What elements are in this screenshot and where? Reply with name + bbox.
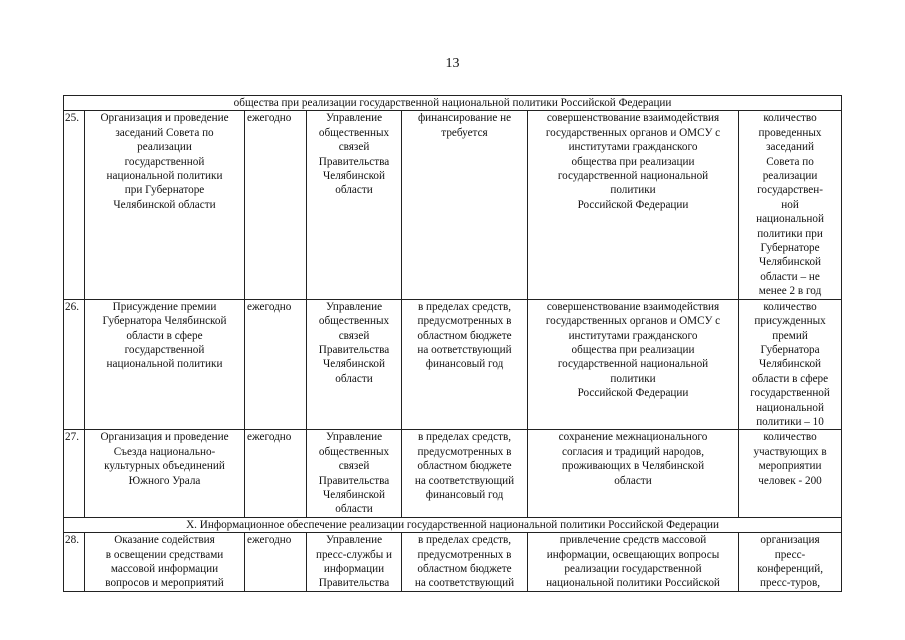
header-continuation: общества при реализации государственной национальной политики Российской Федерации [64, 96, 842, 111]
result-cell: совершенствование взаимодействия государственных органов и ОМСУ с институтами гражданского общества при реализации государственной национальной политики Российской Федерации [528, 299, 739, 430]
indicator-cell: организация пресс- конференций, пресс-туров, [739, 533, 842, 592]
table-row [64, 111, 842, 299]
measures-table [63, 95, 842, 592]
responsible-cell: Управление общественных связей Правительства Челябинской области [307, 299, 402, 430]
indicator-cell: количество проведенных заседаний Совета по реализации государствен- ной национальной политики при Губернаторе Челябинской области – не менее 2 в год [739, 111, 842, 299]
period-cell: ежегодно [245, 299, 307, 430]
event-cell: Присуждение премии Губернатора Челябинской области в сфере государственной национальной политики [85, 299, 245, 430]
result-cell: совершенствование взаимодействия государственных органов и ОМСУ с институтами гражданского общества при реализации государственной национальной политики Российской Федерации [528, 111, 739, 299]
financing-cell: в пределах средств, предусмотренных в областном бюджете на оответствующий финансовый год [402, 299, 528, 430]
result-cell: привлечение средств массовой информации, освещающих вопросы реализации государственной национальной политики Российской [528, 533, 739, 592]
indicator-cell: количество присужденных премий Губернатора Челябинской области в сфере государственной национальной политики – 10 [739, 299, 842, 430]
table-row [64, 299, 842, 430]
row-number: 27. [64, 430, 85, 517]
period-cell: ежегодно [245, 533, 307, 592]
responsible-cell: Управление общественных связей Правительства Челябинской области [307, 430, 402, 517]
section-header-row [64, 517, 842, 532]
event-cell: Организация и проведение заседаний Совета по реализации государственной национальной политики при Губернаторе Челябинской области [85, 111, 245, 299]
event-cell: Организация и проведение Съезда национально- культурных объединений Южного Урала [85, 430, 245, 517]
page-number: 13 [445, 56, 460, 71]
table-row [64, 533, 842, 592]
header-continuation-row [64, 96, 842, 111]
financing-cell: финансирование не требуется [402, 111, 528, 299]
row-number: 25. [64, 111, 85, 299]
section-x-title: X. Информационное обеспечение реализации государственной национальной политики Российской Федерации [64, 517, 842, 532]
period-cell: ежегодно [245, 111, 307, 299]
financing-cell: в пределах средств, предусмотренных в областном бюджете на соответствующий [402, 533, 528, 592]
financing-cell: в пределах средств, предусмотренных в областном бюджете на соответствующий финансовый год [402, 430, 528, 517]
row-number: 26. [64, 299, 85, 430]
table-row [64, 430, 842, 517]
indicator-cell: количество участвующих в мероприятии человек - 200 [739, 430, 842, 517]
responsible-cell: Управление общественных связей Правительства Челябинской области [307, 111, 402, 299]
responsible-cell: Управление пресс-службы и информации Правительства [307, 533, 402, 592]
period-cell: ежегодно [245, 430, 307, 517]
row-number: 28. [64, 533, 85, 592]
event-cell: Оказание содействия в освещении средствами массовой информации вопросов и мероприятий [85, 533, 245, 592]
result-cell: сохранение межнационального согласия и традиций народов, проживающих в Челябинской области [528, 430, 739, 517]
